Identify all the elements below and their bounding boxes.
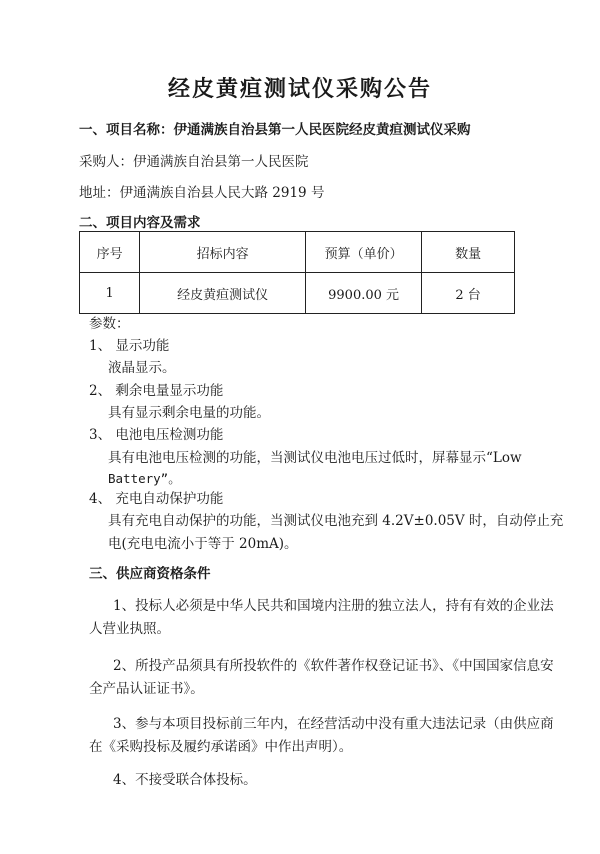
param-desc: 具有充电自动保护的功能，当测试仪电池充到 4.2V±0.05V 时，自动停止充 [108, 513, 564, 529]
param-title: 1、 显示功能 [89, 338, 170, 354]
qualification-item: 2、所投产品须具有所投软件的《软件著作权登记证书》、《中国国家信息安 [113, 658, 554, 674]
address: 地址：伊通满族自治县人民大路 2919 号 [79, 185, 325, 201]
table-cell: 2 台 [422, 273, 515, 314]
qualification-item: 全产品认证证书》。 [89, 681, 204, 697]
param-title: 3、 电池电压检测功能 [89, 427, 224, 443]
section2-heading: 二、项目内容及需求 [79, 215, 201, 231]
table-header-cell: 预算（单价） [306, 232, 422, 273]
table-header-cell: 序号 [80, 232, 140, 273]
table-row [80, 273, 515, 314]
document-title: 经皮黄疸测试仪采购公告 [167, 77, 432, 102]
param-title: 4、 充电自动保护功能 [89, 491, 224, 507]
table-header-cell: 数量 [422, 232, 515, 273]
params-label: 参数： [89, 316, 130, 332]
qualification-item: 1、投标人必须是中华人民共和国境内注册的独立法人，持有有效的企业法 [113, 598, 554, 614]
param-desc: 具有电池电压检测的功能，当测试仪电池电压过低时，屏幕显示“Low [108, 450, 522, 466]
param-desc: 电(充电电流小于等于 20mA)。 [108, 536, 298, 552]
project-name: 一、项目名称：伊通满族自治县第一人民医院经皮黄疸测试仪采购 [79, 122, 471, 138]
table-cell: 9900.00 元 [306, 273, 422, 314]
section3-heading: 三、供应商资格条件 [89, 566, 211, 582]
qualification-item: 人营业执照。 [89, 621, 170, 637]
param-desc: Battery”。 [108, 471, 181, 486]
qualification-item: 在《采购投标及履约承诺函》中作出声明）。 [89, 739, 353, 755]
param-desc: 具有显示剩余电量的功能。 [108, 405, 270, 421]
qualification-item: 4、不接受联合体投标。 [113, 772, 257, 788]
param-title: 2、 剩余电量显示功能 [89, 383, 224, 399]
qualification-item: 3、参与本项目投标前三年内，在经营活动中没有重大违法记录（由供应商 [113, 716, 554, 732]
table-cell: 经皮黄疸测试仪 [140, 273, 306, 314]
param-desc: 液晶显示。 [108, 360, 176, 376]
table-header-row [80, 232, 515, 273]
table-cell: 1 [80, 273, 140, 314]
purchaser: 采购人：伊通满族自治县第一人民医院 [79, 154, 309, 170]
table-header-cell: 招标内容 [140, 232, 306, 273]
items-table [79, 231, 515, 314]
